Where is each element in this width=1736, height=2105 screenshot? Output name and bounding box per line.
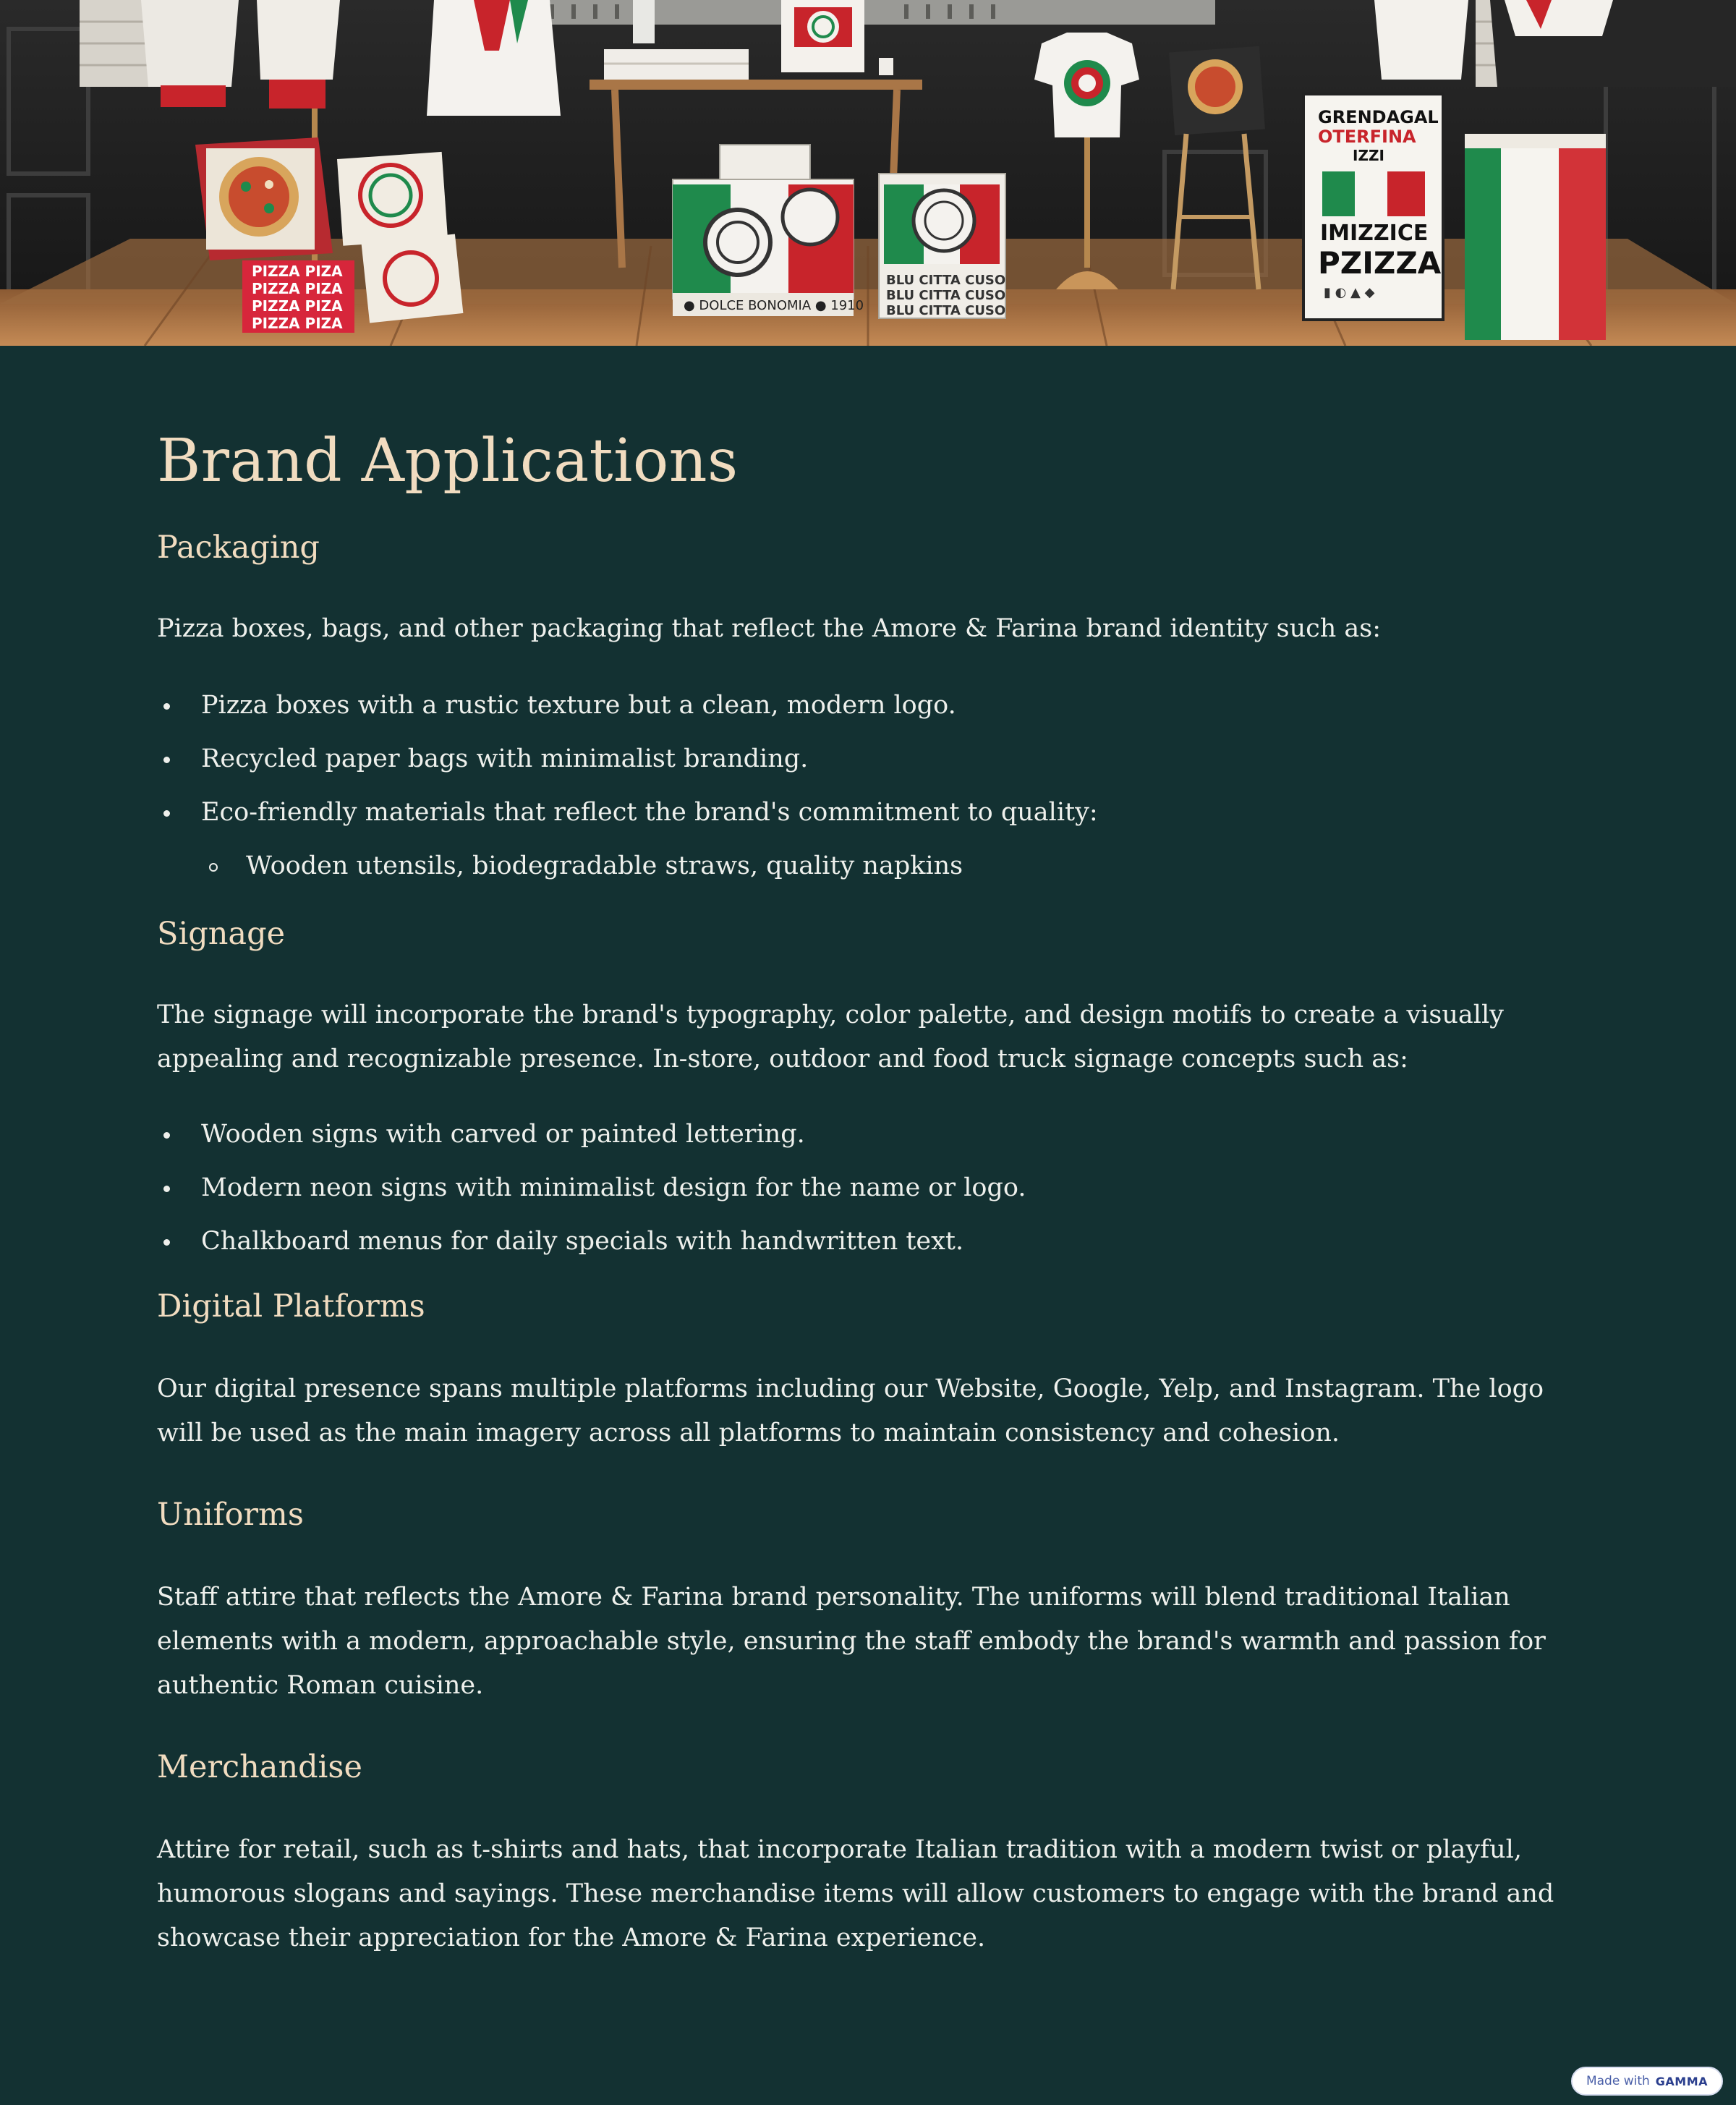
merchandise-body: Attire for retail, such as t-shirts and hats, that incorporate Italian tradition with a modern twist or playful, humorous slogans and sayings. These merchandise items will allow customers to engage with the brand and showcase their appreciation for the Amore & Farina experience. bbox=[157, 1835, 1554, 1952]
uniforms-body: Staff attire that reflects the Amore & Farina brand personality. The uniforms will blend traditional Italian elements with a modern, approachable style, ensuring the staff embody the brand's warmth and passion for authentic Roman cuisine. bbox=[157, 1583, 1546, 1700]
svg-text:GRENDAGAL: GRENDAGAL bbox=[1318, 107, 1439, 127]
signage-list bbox=[157, 1113, 1596, 1264]
section-signage bbox=[157, 912, 1596, 1264]
svg-text:IZZI: IZZI bbox=[1353, 147, 1384, 164]
section-heading-packaging: Packaging bbox=[157, 530, 320, 566]
section-heading-signage: Signage bbox=[157, 916, 286, 952]
packaging-list bbox=[157, 684, 1596, 888]
signage-intro: The signage will incorporate the brand's typography, color palette, and design motifs to create a visually appealing and recognizable presence. In-store, outdoor and food truck signage concepts such as: bbox=[157, 1000, 1504, 1073]
svg-text:PIZZA PIZA: PIZZA PIZA bbox=[252, 263, 343, 280]
svg-text:PZIZZA: PZIZZA bbox=[1318, 245, 1442, 281]
badge-prefix: Made with bbox=[1586, 2074, 1650, 2088]
svg-text:● DOLCE BONOMIA ● 1910: ● DOLCE BONOMIA ● 1910 bbox=[684, 298, 864, 313]
section-heading-uniforms: Uniforms bbox=[157, 1497, 304, 1533]
section-packaging bbox=[157, 526, 1596, 888]
section-digital-platforms bbox=[157, 1285, 1596, 1455]
section-heading-merchandise: Merchandise bbox=[157, 1749, 362, 1785]
list-item: Chalkboard menus for daily specials with handwritten text. bbox=[157, 1220, 1596, 1264]
svg-text:BLU CITTA CUSO: BLU CITTA CUSO bbox=[886, 288, 1006, 303]
gamma-logo: GAMMA bbox=[1655, 2074, 1709, 2088]
section-heading-digital-platforms: Digital Platforms bbox=[157, 1288, 425, 1324]
svg-text:▮ ◐ ▲ ◆: ▮ ◐ ▲ ◆ bbox=[1324, 285, 1375, 300]
svg-text:IMIZZICE: IMIZZICE bbox=[1320, 221, 1429, 246]
list-item: Wooden signs with carved or painted lettering. bbox=[157, 1113, 1596, 1157]
svg-text:PIZZA PIZA: PIZZA PIZA bbox=[252, 280, 343, 297]
list-item: Pizza boxes with a rustic texture but a clean, modern logo. bbox=[157, 684, 1596, 728]
list-item: Modern neon signs with minimalist design for the name or logo. bbox=[157, 1166, 1596, 1210]
main-content bbox=[157, 346, 1596, 1960]
section-merchandise bbox=[157, 1745, 1596, 1960]
page-title: Brand Applications bbox=[157, 427, 739, 496]
made-with-gamma-badge[interactable] bbox=[1571, 2067, 1723, 2096]
section-uniforms bbox=[157, 1493, 1596, 1708]
svg-text:PIZZA PIZA: PIZZA PIZA bbox=[252, 297, 343, 315]
digital-platforms-body: Our digital presence spans multiple platforms including our Website, Google, Yelp, and Instagram. The logo will be used as the main imagery across all platforms to maintain consistency and cohesion. bbox=[157, 1374, 1544, 1447]
svg-text:BLU CITTA CUSO: BLU CITTA CUSO bbox=[886, 273, 1006, 288]
list-item: Recycled paper bags with minimalist branding. bbox=[157, 737, 1596, 781]
svg-text:PIZZA PIZA: PIZZA PIZA bbox=[252, 315, 343, 332]
packaging-intro: Pizza boxes, bags, and other packaging that reflect the Amore & Farina brand identity such as: bbox=[157, 614, 1382, 643]
hero-image bbox=[0, 0, 1736, 346]
svg-text:OTERFINA: OTERFINA bbox=[1318, 127, 1416, 147]
list-subitem: Wooden utensils, biodegradable straws, quality napkins bbox=[157, 844, 1596, 888]
svg-text:BLU CITTA CUSO: BLU CITTA CUSO bbox=[886, 303, 1006, 318]
list-item: Eco-friendly materials that reflect the brand's commitment to quality: bbox=[157, 791, 1596, 835]
